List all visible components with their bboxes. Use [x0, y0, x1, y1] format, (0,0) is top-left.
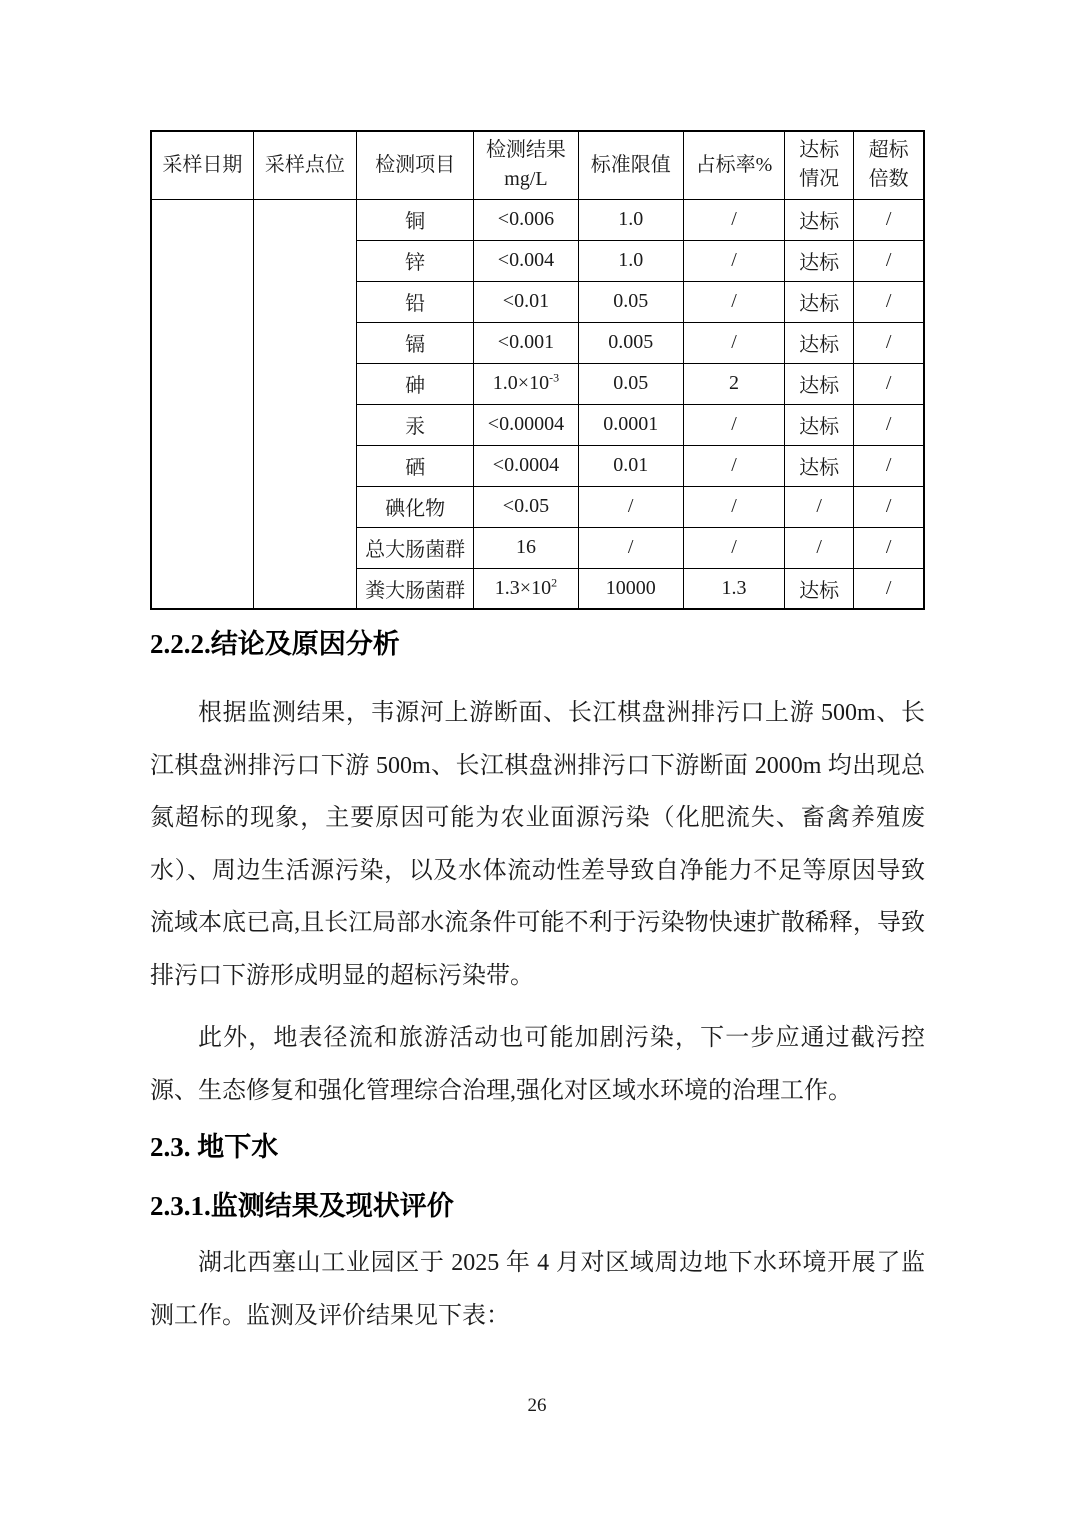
table-body	[151, 199, 924, 609]
cell-result: <0.00004	[474, 404, 578, 445]
cell-status: 达标	[785, 445, 854, 486]
cell-status: 达标	[785, 404, 854, 445]
cell-exceed: /	[854, 240, 924, 281]
table-head	[151, 131, 924, 199]
cell-limit: 0.005	[578, 322, 683, 363]
cell-limit: 0.05	[578, 281, 683, 322]
cell-rate: /	[683, 486, 784, 527]
cell-result: <0.006	[474, 199, 578, 240]
cell-limit: 0.0001	[578, 404, 683, 445]
section-heading-2-3-1: 2.3.1.监测结果及现状评价	[150, 1191, 454, 1221]
cell-sample_location-merged	[253, 199, 356, 609]
column-header-item: 检测项目	[357, 131, 474, 199]
cell-exceed: /	[854, 568, 924, 609]
cell-rate: /	[683, 281, 784, 322]
page-content	[150, 130, 925, 1352]
cell-result: <0.004	[474, 240, 578, 281]
table-row	[151, 199, 924, 240]
cell-status: /	[785, 486, 854, 527]
water-quality-table	[150, 130, 925, 610]
column-header-result: 检测结果 mg/L	[474, 131, 578, 199]
cell-rate: /	[683, 445, 784, 486]
cell-exceed: /	[854, 199, 924, 240]
cell-exceed: /	[854, 445, 924, 486]
cell-rate: /	[683, 527, 784, 568]
cell-limit: 1.0	[578, 199, 683, 240]
cell-exceed: /	[854, 404, 924, 445]
header-row	[151, 131, 924, 199]
cell-item: 砷	[357, 363, 474, 404]
cell-limit: 0.05	[578, 363, 683, 404]
cell-exceed: /	[854, 363, 924, 404]
cell-sample_date-merged	[151, 199, 253, 609]
paragraph-groundwater-intro: 湖北西塞山工业园区于 2025 年 4 月对区域周边地下水环境开展了监测工作。监测及评价结果见下表：	[150, 1250, 925, 1329]
cell-exceed: /	[854, 527, 924, 568]
cell-item: 总大肠菌群	[357, 527, 474, 568]
cell-result: <0.0004	[474, 445, 578, 486]
column-header-sample_date: 采样日期	[151, 131, 253, 199]
result-exponent: 2	[551, 575, 558, 590]
cell-limit: /	[578, 486, 683, 527]
cell-status: 达标	[785, 199, 854, 240]
cell-limit: 1.0	[578, 240, 683, 281]
cell-result: <0.01	[474, 281, 578, 322]
cell-item: 汞	[357, 404, 474, 445]
column-header-limit: 标准限值	[578, 131, 683, 199]
column-header-rate: 占标率%	[683, 131, 784, 199]
column-header-sample_location: 采样点位	[253, 131, 356, 199]
cell-status: 达标	[785, 363, 854, 404]
cell-result: 16	[474, 527, 578, 568]
cell-item: 锌	[357, 240, 474, 281]
cell-rate: /	[683, 404, 784, 445]
cell-item: 镉	[357, 322, 474, 363]
cell-status: 达标	[785, 281, 854, 322]
result-exponent: -3	[549, 370, 560, 385]
cell-limit: 10000	[578, 568, 683, 609]
cell-result: $1.3\times 10^2$	[474, 568, 578, 609]
section-heading-2-2-2: 2.2.2.结论及原因分析	[150, 629, 400, 659]
cell-exceed: /	[854, 486, 924, 527]
cell-limit: /	[578, 527, 683, 568]
cell-rate: /	[683, 322, 784, 363]
cell-status: 达标	[785, 240, 854, 281]
page-number: 26	[527, 1395, 547, 1416]
cell-item: 硒	[357, 445, 474, 486]
cell-result: $1.0\times 10^{-3}$	[474, 363, 578, 404]
cell-item: 铅	[357, 281, 474, 322]
cell-status: /	[785, 527, 854, 568]
cell-rate: 2	[683, 363, 784, 404]
cell-result: <0.001	[474, 322, 578, 363]
cell-item: 铜	[357, 199, 474, 240]
column-header-status: 达标 情况	[785, 131, 854, 199]
cell-limit: 0.01	[578, 445, 683, 486]
column-header-exceed: 超标 倍数	[854, 131, 924, 199]
cell-item: 粪大肠菌群	[357, 568, 474, 609]
paragraph-conclusion-2: 此外，地表径流和旅游活动也可能加剧污染，下一步应通过截污控源、生态修复和强化管理综合治理,强化对区域水环境的治理工作。	[150, 1025, 925, 1104]
cell-rate: /	[683, 199, 784, 240]
cell-status: 达标	[785, 568, 854, 609]
cell-status: 达标	[785, 322, 854, 363]
cell-exceed: /	[854, 281, 924, 322]
cell-exceed: /	[854, 322, 924, 363]
cell-rate: 1.3	[683, 568, 784, 609]
cell-rate: /	[683, 240, 784, 281]
paragraph-conclusion-1: 根据监测结果，韦源河上游断面、长江棋盘洲排污口上游 500m、长江棋盘洲排污口下游 500m、长江棋盘洲排污口下游断面 2000m 均出现总氮超标的现象，主要原因可能为农业面源污染（化肥流失、畜禽养殖废水）、周边生活源污染，以及水体流动性差导致自净能力不足等原因导致流域本底已高,且长江局部水流条件可能不利于污染物快速扩散稀释，导致排污口下游形成明显的超标污染带。	[150, 700, 925, 989]
cell-item: 碘化物	[357, 486, 474, 527]
cell-result: <0.05	[474, 486, 578, 527]
section-heading-2-3: 2.3. 地下水	[150, 1132, 279, 1162]
